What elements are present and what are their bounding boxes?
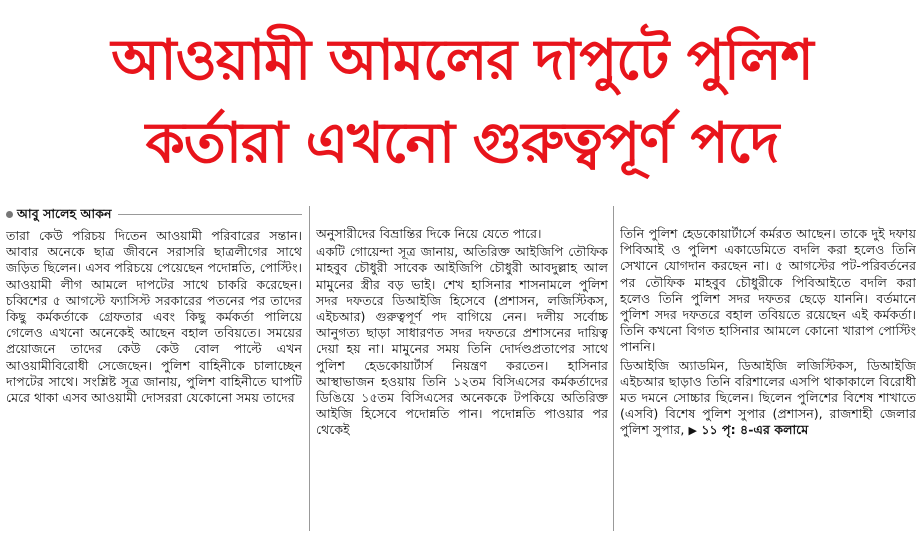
headline-line-2: কর্তারা এখনো গুরুত্বপূর্ণ পদে xyxy=(145,111,779,176)
article-column-3 xyxy=(620,226,916,551)
author-name: আবু সালেহ আকন xyxy=(17,206,112,221)
byline xyxy=(6,206,302,222)
paragraph: একটি গোয়েন্দা সূত্র জানায়, অতিরিক্ত আইজিপি তৌফিক মাহবুব চৌধুরী সাবেক আইজিপি চৌধুরী আবদুল্লাহ আল মামুনের স্ত্রীর বড় ভাই। শেখ হাসিনার শাসনামলে পুলিশ সদর দফতরে ডিআইজি হিসেবে (প্রশাসন, লজিস্টিকস, এইচআর) গুরুত্বপূর্ণ পদ বাগিয়ে নেন। দলীয় সর্বোচ্চ আনুগত্য ছাড়া সাধারণত সদর দফতরে প্রশাসনের দায়িত্ব দেয়া হয় না। মামুনের সময় তিনি দোর্দণ্ডপ্রতাপের সাথে পুলিশ হেডকোয়ার্টার্স নিয়ন্ত্রণ করতেন। হাসিনার আস্থাভাজন হওয়ায় তিনি ১২তম বিসিএসের কর্মকর্তাদের ডিঙিয়ে ১৫তম বিসিএসের অনেককে টপকিয়ে অতিরিক্ত আইজি হিসেবে পদোন্নতি পান। পদোন্নতি পাওয়ার পর থেকেই xyxy=(316,244,608,438)
continuation-note xyxy=(688,422,808,437)
paragraph: অনুসারীদের বিভ্রান্তির দিকে নিয়ে যেতে পারে। xyxy=(316,226,542,241)
paragraph: তারা কেউ পরিচয় দিতেন আওয়ামী পরিবারের সন্তান। আবার অনেকে ছাত্র জীবনে সরাসরি ছাত্রলীগের সাথে জড়িত ছিলেন। এসব পরিচয়ে পেয়েছেন পদোন্নতি, পোস্টিং। আওয়ামী লীগ আমলে দাপটের সাথে চাকরি করেছেন। চব্বিশের ৫ আগস্টে ফ্যাসিস্ট সরকারের পতনের পর তাদের কিছু কর্মকর্তাকে গ্রেফতার এবং কিছু কর্মকর্তা পালিয়ে গেলেও এখনো অনেকেই আছেন বহাল তবিয়তে। সময়ের প্রয়োজনে তাদের কেউ কেউ বোল পাল্টে এখন আওয়ামীবিরোধী সেজেছেন। পুলিশ বাহিনীকে চালাচ্ছেন দাপটের সাথে। সংশ্লিষ্ট সূত্র জানায়, পুলিশ বাহিনীতে ঘাপটি মেরে থাকা এসব আওয়ামী দোসররা যেকোনো সময় তাদের xyxy=(6,228,302,406)
article-body xyxy=(0,206,924,531)
paragraph xyxy=(620,358,916,440)
paragraph-text: ডিআইজি অ্যাডমিন, ডিআইজি লজিস্টিকস, ডিআইজি এইচআর ছাড়াও তিনি বরিশালের এসপি থাকাকালে বিরোধী মত দমনে সোচ্চার ছিলেন। ছিলেন পুলিশের বিশেষ শাখাতে (এসবি) বিশেষ পুলিশ সুপার (প্রশাসন), রাজশাহী জেলার পুলিশ সুপার, xyxy=(620,357,916,438)
play-arrow-icon: ▶ xyxy=(688,424,697,438)
byline-rule xyxy=(118,214,302,215)
headline xyxy=(0,20,924,186)
paragraph: তিনি পুলিশ হেডকোয়ার্টার্সে কর্মরত আছেন। তাকে দুই দফায় পিবিআই ও পুলিশ একাডেমিতে বদলি করা হলেও তিনি সেখানে যোগদান করছেন না। ৫ আগস্টের পট-পরিবর্তনের পর তৌফিক মাহবুব চৌধুরীকে পিবিআইতে বদলি করা হলেও তিনি পুলিশ সদর দফতর ছেড়ে যাননি। বর্তমানে পুলিশ সদর দফতরে বহাল তবিয়তে রয়েছেন এই কর্মকর্তা। তিনি কখনো বিগত হাসিনার আমলে কোনো খারাপ পোস্টিং পাননি। xyxy=(620,226,916,355)
headline-line-1: আওয়ামী আমলের দাপুটে পুলিশ xyxy=(111,28,813,93)
continuation-text: ১১ পৃ: ৪-এর কলামে xyxy=(701,422,809,438)
article-column-1 xyxy=(6,206,302,531)
article-column-2 xyxy=(316,226,608,551)
bullet-icon xyxy=(6,211,13,218)
